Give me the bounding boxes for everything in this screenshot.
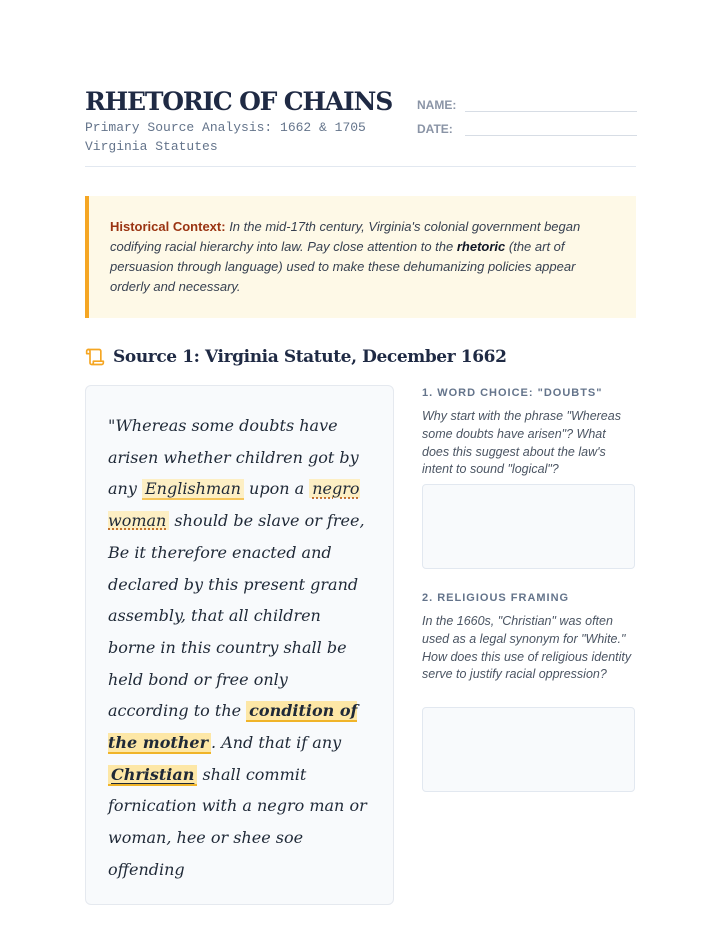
context-text-2: (the art of persuasion through language) used to make these dehumanizing policies appear orderly and necessary. — [110, 239, 576, 294]
question-1-text: Why start with the phrase "Whereas some doubts have arisen"? What does this suggest about the law's intent to sound "logical"? — [422, 409, 621, 477]
excerpt-text: . And that if any — [211, 733, 342, 753]
context-lead: Historical Context: — [110, 219, 226, 234]
excerpt-text: should be slave or free, Be it therefore enacted and declared by this present grand assembly, that all children borne in this country shall be held bond or free only according to the — [108, 511, 365, 721]
scroll-icon — [85, 347, 105, 367]
name-row — [417, 88, 637, 112]
highlight-englishman[interactable]: Englishman — [142, 479, 244, 500]
source-excerpt-card — [85, 385, 394, 905]
excerpt-text: "Whereas some doubts have arisen whether children got by any — [108, 416, 359, 499]
historical-context-callout — [85, 196, 636, 318]
context-bold-term: rhetoric — [456, 239, 506, 254]
name-label: NAME: — [417, 98, 457, 112]
excerpt-text: upon a — [243, 479, 310, 499]
name-field[interactable] — [465, 96, 637, 112]
question-2-answer-box[interactable] — [422, 707, 635, 792]
question-2-label: 2. RELIGIOUS FRAMING — [422, 592, 570, 604]
source-excerpt — [108, 410, 373, 886]
header-divider — [85, 166, 636, 167]
highlight-christian[interactable]: Christian — [108, 765, 197, 786]
question-1-answer-box[interactable] — [422, 484, 635, 569]
date-row — [417, 112, 637, 136]
context-paragraph — [110, 217, 612, 297]
question-2 — [422, 591, 635, 684]
worksheet-header — [85, 86, 636, 156]
student-info — [417, 88, 637, 136]
highlight-condition-of-mother[interactable]: condition of the mother — [108, 701, 358, 753]
source-heading — [85, 347, 507, 367]
question-2-text: In the 1660s, "Christian" was often used as a legal synonym for "White." How does this use of religious identity serve to justify racial oppression? — [422, 614, 632, 682]
excerpt-text: shall commit fornication with a negro man or woman, hee or shee soe offending — [108, 764, 367, 879]
highlight-negro-woman[interactable]: negro woman — [108, 479, 360, 531]
question-1-label: 1. WORD CHOICE: "DOUBTS" — [422, 387, 603, 399]
worksheet-subtitle: Primary Source Analysis: 1662 & 1705 Virginia Statutes — [85, 120, 366, 154]
source-title: Source 1: Virginia Statute, December 1662 — [113, 347, 507, 367]
worksheet-title: RHETORIC OF CHAINS — [85, 87, 393, 116]
question-1 — [422, 386, 635, 479]
date-label: DATE: — [417, 122, 453, 136]
date-field[interactable] — [465, 120, 637, 136]
context-text-1: In the mid-17th century, Virginia's colonial government began codifying racial hierarchy into law. Pay close attention to the — [110, 219, 581, 254]
